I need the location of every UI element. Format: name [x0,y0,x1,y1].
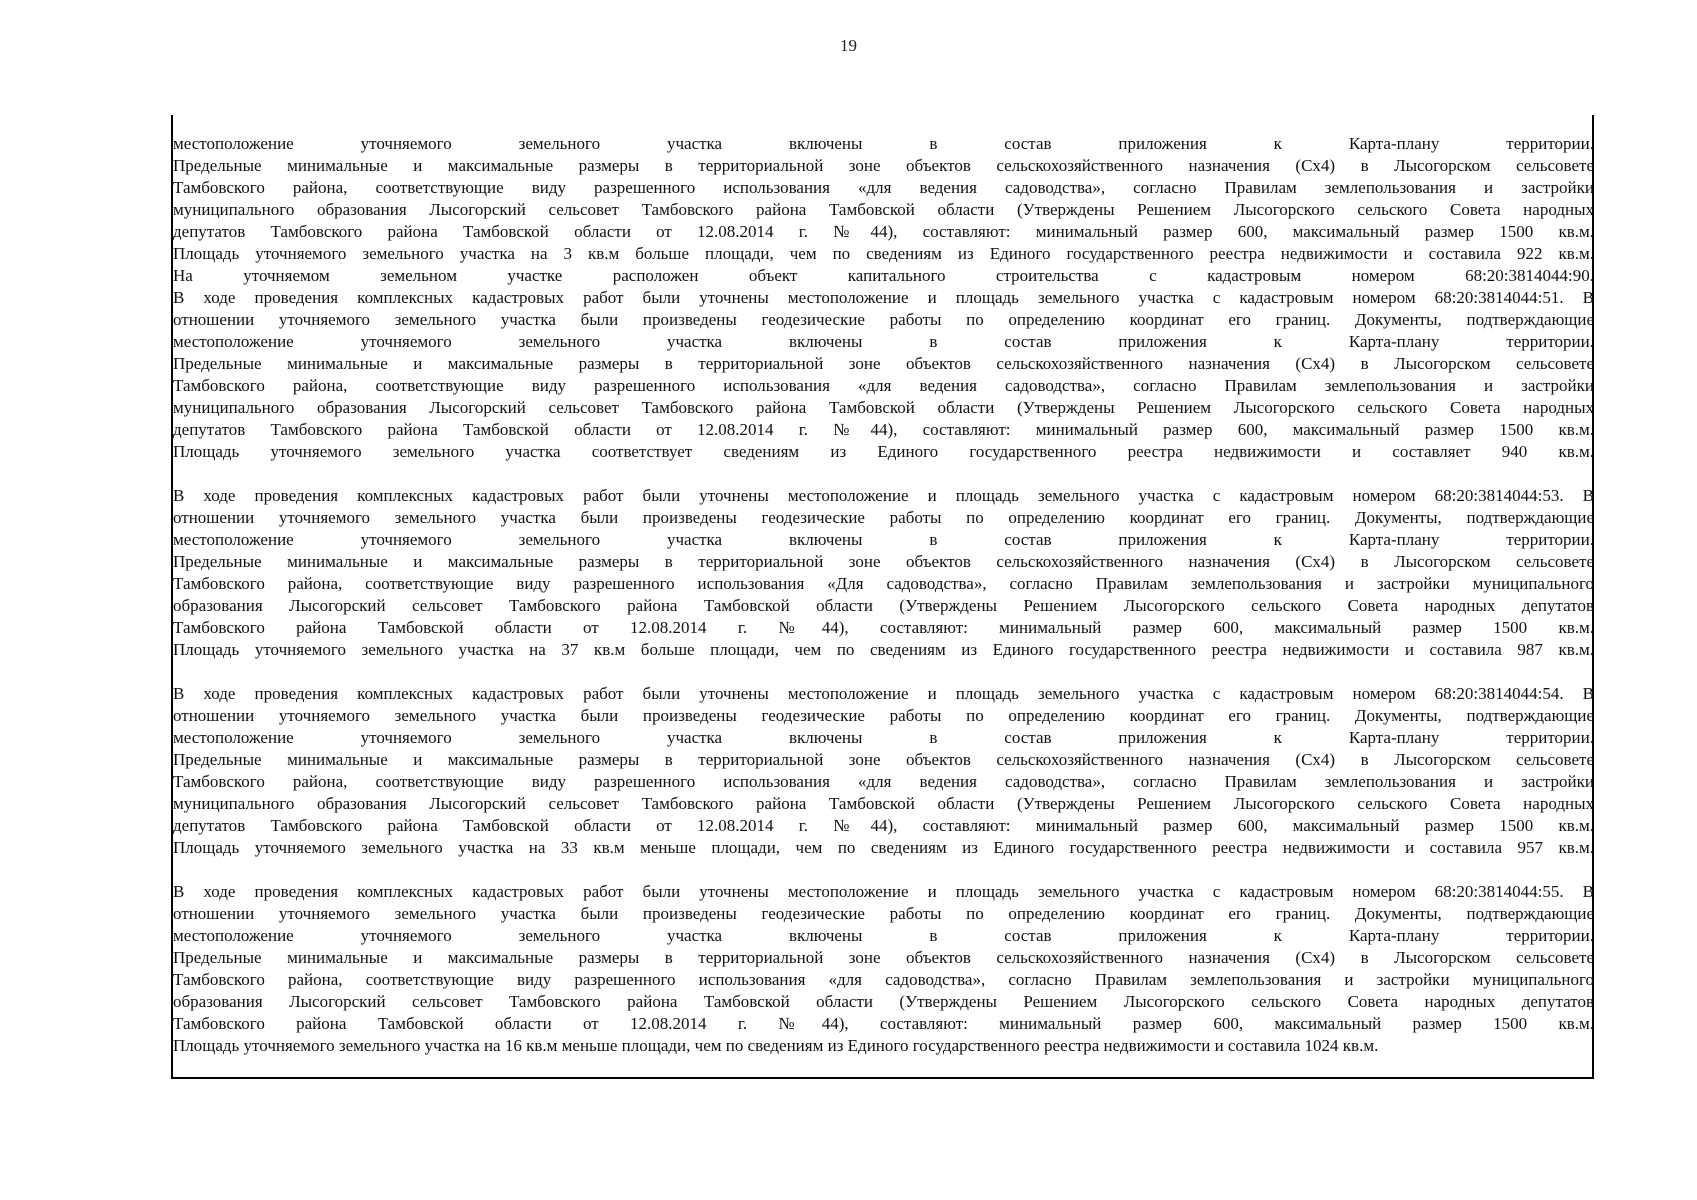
text-line: отношении уточняемого земельного участка были произведены геодезические работы по определению координат его границ. Документы, подтверждающие [173,904,1594,923]
text-line: местоположение уточняемого земельного участка включены в состав приложения к Карта-плану территории. [173,332,1594,351]
text-line: Площадь уточняемого земельного участка на 3 кв.м больше площади, чем по сведениям из Единого государственного реестра недвижимости и составила 922 кв.м. [173,244,1594,263]
text-line: Предельные минимальные и максимальные размеры в территориальной зоне объектов сельскохозяйственного назначения (Сх4) в Лысогорском сельсовете [173,552,1594,571]
document-body [173,133,1594,1079]
text-line: В ходе проведения комплексных кадастровых работ были уточнены местоположение и площадь земельного участка с кадастровым номером 68:20:3814044:51. В [173,288,1594,307]
text-line: Тамбовского района, соответствующие виду разрешенного использования «для ведения садоводства», согласно Правилам землепользования и застройки [173,178,1594,197]
page-number: 19 [840,36,857,55]
text-line: На уточняемом земельном участке расположен объект капитального строительства с кадастровым номером 68:20:3814044:90. [173,266,1594,285]
text-line: местоположение уточняемого земельного участка включены в состав приложения к Карта-плану территории. [173,134,1594,153]
text-line: Тамбовского района Тамбовской области от 12.08.2014 г. №44), составляют: минимальный размер 600, максимальный размер 1500 кв.м. [173,618,1594,637]
text-line: В ходе проведения комплексных кадастровых работ были уточнены местоположение и площадь земельного участка с кадастровым номером 68:20:3814044:55. В [173,882,1594,901]
text-line: Предельные минимальные и максимальные размеры в территориальной зоне объектов сельскохозяйственного назначения (Сх4) в Лысогорском сельсовете [173,948,1594,967]
text-line: местоположение уточняемого земельного участка включены в состав приложения к Карта-плану территории. [173,728,1594,747]
text-line: Площадь уточняемого земельного участка соответствует сведениям из Единого государственного реестра недвижимости и составляет 940 кв.м. [173,442,1594,461]
text-line: Тамбовского района, соответствующие виду разрешенного использования «для садоводства», согласно Правилам землепользования и застройки муниципального [173,970,1594,989]
text-line: депутатов Тамбовского района Тамбовской области от 12.08.2014 г. №44), составляют: минимальный размер 600, максимальный размер 1500 кв.м. [173,222,1594,241]
text-line: депутатов Тамбовского района Тамбовской области от 12.08.2014 г. №44), составляют: минимальный размер 600, максимальный размер 1500 кв.м. [173,816,1594,835]
text-line: образования Лысогорский сельсовет Тамбовского района Тамбовской области (Утверждены Решением Лысогорского сельского Совета народных депутатов [173,992,1594,1011]
text-line: Предельные минимальные и максимальные размеры в территориальной зоне объектов сельскохозяйственного назначения (Сх4) в Лысогорском сельсовете [173,354,1594,373]
text-line: муниципального образования Лысогорский сельсовет Тамбовского района Тамбовской области (Утверждены Решением Лысогорского сельского Совета народных [173,200,1594,219]
text-line: Тамбовского района, соответствующие виду разрешенного использования «для ведения садоводства», согласно Правилам землепользования и застройки [173,772,1594,791]
text-line: отношении уточняемого земельного участка были произведены геодезические работы по определению координат его границ. Документы, подтверждающие [173,310,1594,329]
paragraph [173,683,1594,859]
text-line: местоположение уточняемого земельного участка включены в состав приложения к Карта-плану территории. [173,926,1594,945]
text-line: Тамбовского района, соответствующие виду разрешенного использования «Для садоводства», согласно Правилам землепользования и застройки муниципального [173,574,1594,593]
paragraph [173,133,1594,463]
text-line: муниципального образования Лысогорский сельсовет Тамбовского района Тамбовской области (Утверждены Решением Лысогорского сельского Совета народных [173,398,1594,417]
text-line: Тамбовского района Тамбовской области от 12.08.2014 г. №44), составляют: минимальный размер 600, максимальный размер 1500 кв.м. [173,1014,1594,1033]
text-line: Тамбовского района, соответствующие виду разрешенного использования «для ведения садоводства», согласно Правилам землепользования и застройки [173,376,1594,395]
text-line: В ходе проведения комплексных кадастровых работ были уточнены местоположение и площадь земельного участка с кадастровым номером 68:20:3814044:54. В [173,684,1594,703]
text-line: муниципального образования Лысогорский сельсовет Тамбовского района Тамбовской области (Утверждены Решением Лысогорского сельского Совета народных [173,794,1594,813]
text-line: Площадь уточняемого земельного участка на 16 кв.м меньше площади, чем по сведениям из Единого государственного реестра недвижимости и составила 1024 кв.м. [173,1036,1379,1055]
text-line: Предельные минимальные и максимальные размеры в территориальной зоне объектов сельскохозяйственного назначения (Сх4) в Лысогорском сельсовете [173,156,1594,175]
text-line: местоположение уточняемого земельного участка включены в состав приложения к Карта-плану территории. [173,530,1594,549]
text-line: отношении уточняемого земельного участка были произведены геодезические работы по определению координат его границ. Документы, подтверждающие [173,508,1594,527]
text-line: В ходе проведения комплексных кадастровых работ были уточнены местоположение и площадь земельного участка с кадастровым номером 68:20:3814044:53. В [173,486,1594,505]
text-line: Площадь уточняемого земельного участка на 33 кв.м меньше площади, чем по сведениям из Единого государственного реестра недвижимости и составила 957 кв.м. [173,838,1594,857]
paragraph [173,881,1594,1057]
text-line: Предельные минимальные и максимальные размеры в территориальной зоне объектов сельскохозяйственного назначения (Сх4) в Лысогорском сельсовете [173,750,1594,769]
text-line: Площадь уточняемого земельного участка на 37 кв.м больше площади, чем по сведениям из Единого государственного реестра недвижимости и составила 987 кв.м. [173,640,1594,659]
text-line: депутатов Тамбовского района Тамбовской области от 12.08.2014 г. №44), составляют: минимальный размер 600, максимальный размер 1500 кв.м. [173,420,1594,439]
paragraph [173,485,1594,661]
text-line: образования Лысогорский сельсовет Тамбовского района Тамбовской области (Утверждены Решением Лысогорского сельского Совета народных депутатов [173,596,1594,615]
text-line: отношении уточняемого земельного участка были произведены геодезические работы по определению координат его границ. Документы, подтверждающие [173,706,1594,725]
